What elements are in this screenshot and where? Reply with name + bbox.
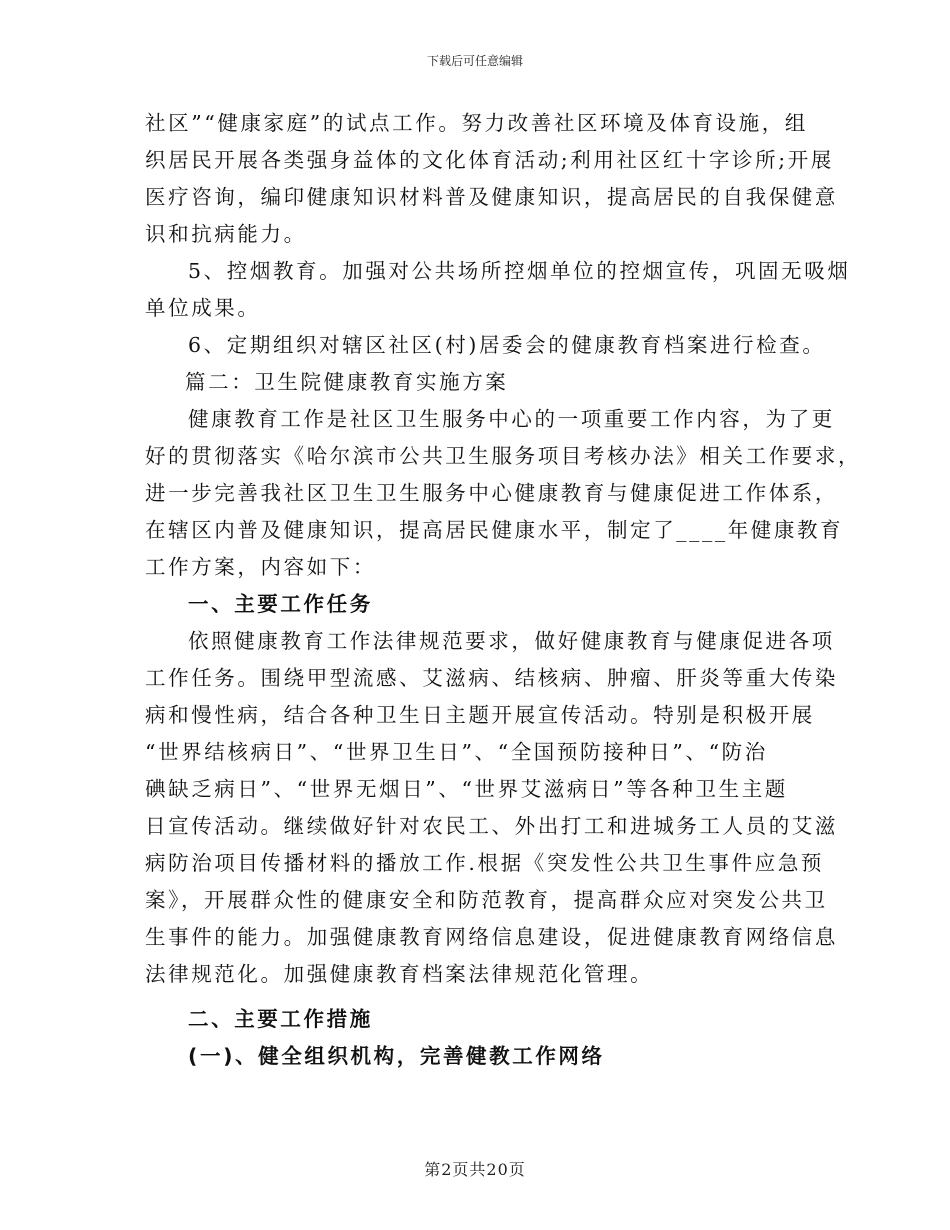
heading-main-tasks: 一、主要工作任务	[188, 592, 373, 616]
paragraph-line: 日宣传活动。继续做好针对农民工、外出打工和进城务工人员的艾滋	[145, 814, 838, 838]
paragraph-line: 健康教育工作是社区卫生服务中心的一项重要工作内容，为了更	[188, 407, 835, 431]
paragraph-line: 6、定期组织对辖区社区(村)居委会的健康教育档案进行检查。	[188, 333, 826, 357]
paragraph-line: 病防治项目传播材料的播放工作.根据《突发性公共卫生事件应急预	[145, 851, 825, 875]
paragraph-line: 依照健康教育工作法律规范要求，做好健康教育与健康促进各项	[188, 629, 835, 653]
paragraph-line: 织居民开展各类强身益体的文化体育活动;利用社区红十字诊所;开展	[145, 148, 834, 172]
paragraph-line: 在辖区内普及健康知识，提高居民健康水平，制定了____年健康教育	[145, 518, 844, 542]
paragraph-line: 病和慢性病，结合各种卫生日主题开展宣传活动。特别是积极开展	[145, 703, 815, 727]
paragraph-line: 5、控烟教育。加强对公共场所控烟单位的控烟宣传，巩固无吸烟	[188, 259, 851, 283]
paragraph-line: 识和抗病能力。	[145, 222, 307, 246]
paragraph-line: 工作方案，内容如下：	[145, 555, 376, 579]
paragraph-line: 案》，开展群众性的健康安全和防范教育，提高群众应对突发公共卫	[145, 888, 828, 912]
paragraph-line: 医疗咨询，编印健康知识材料普及健康知识，提高居民的自我保健意	[145, 185, 838, 209]
paragraph-line: 好的贯彻落实《哈尔滨市公共卫生服务项目考核办法》相关工作要求，	[145, 444, 862, 468]
section-title: 篇二：卫生院健康教育实施方案	[185, 370, 509, 394]
paragraph-line: 法律规范化。加强健康教育档案法律规范化管理。	[145, 962, 654, 986]
page-number: 第2页共20页	[424, 1160, 526, 1179]
heading-main-measures: 二、主要工作措施	[188, 1007, 373, 1031]
subheading-organization: (一)、健全组织机构，完善健教工作网络	[188, 1044, 605, 1068]
document-body	[145, 108, 862, 1078]
page-header: 下载后可任意编辑	[426, 54, 523, 68]
paragraph-line: 进一步完善我社区卫生卫生服务中心健康教育与健康促进工作体系，	[145, 481, 838, 505]
paragraph-line: “世界结核病日”、“世界卫生日”、“全国预防接种日”、“防治	[145, 740, 768, 764]
paragraph-line: 碘缺乏病日”、“世界无烟日”、“世界艾滋病日”等各种卫生主题	[145, 777, 788, 801]
paragraph-line: 单位成果。	[145, 296, 261, 320]
paragraph-line: 工作任务。围绕甲型流感、艾滋病、结核病、肿瘤、肝炎等重大传染	[145, 666, 838, 690]
paragraph-line: 生事件的能力。加强健康教育网络信息建设，促进健康教育网络信息	[145, 925, 838, 949]
paragraph-line: 社区”“健康家庭”的试点工作。努力改善社区环境及体育设施，组	[145, 111, 808, 135]
